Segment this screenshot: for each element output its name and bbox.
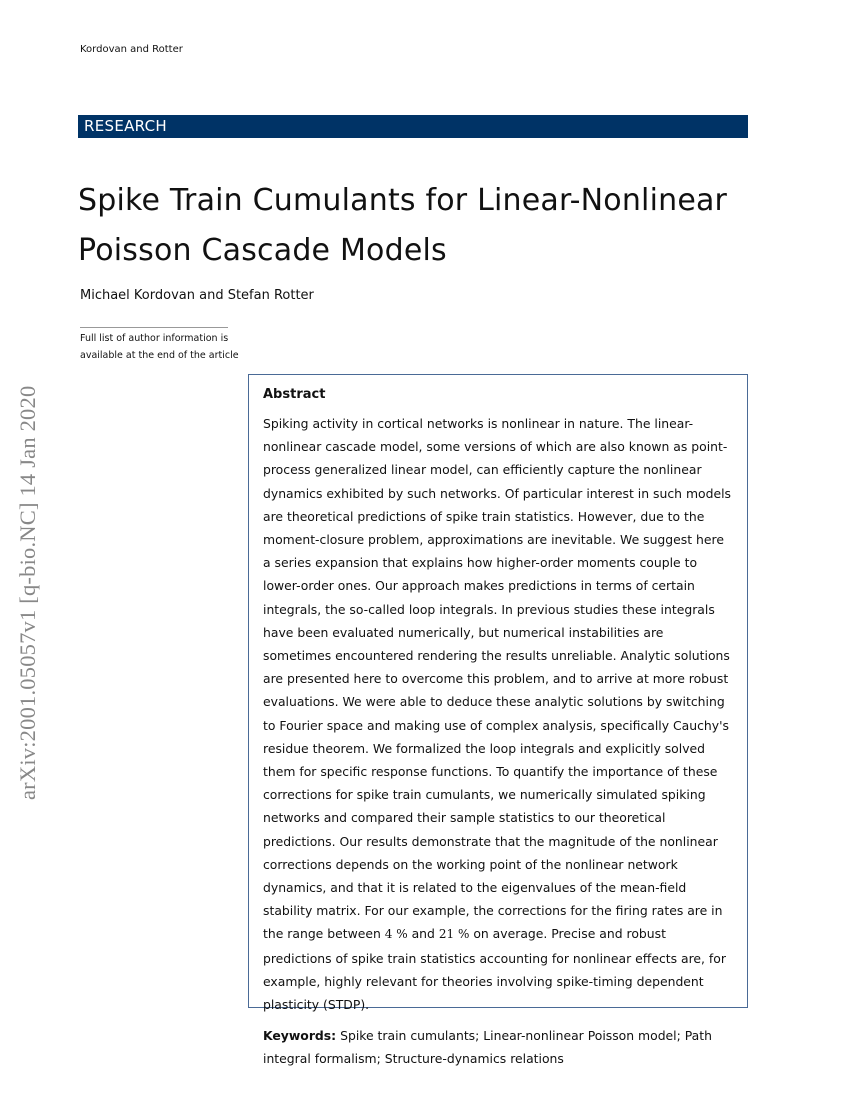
- abstract-text-part-1: Spiking activity in cortical networks is nonlinear in nature. The linear-nonlinear cascade model, some versions of which are also known as point-process generalized linear model, can efficiently capture the nonlinear dynamics exhibited by such networks. Of particular interest in such models are theoretical predictions of spike train statistics. However, due to the moment-closure problem, approximations are inevitable. We suggest here a series expansion that explains how higher-order moments couple to lower-order ones. Our approach makes predictions in terms of certain integrals, the so-called loop integrals. In previous studies these integrals have been evaluated numerically, but numerical instabilities are sometimes encountered rendering the results unreliable. Analytic solutions are presented here to overcome this problem, and to arrive at more robust evaluations. We were able to deduce these analytic solutions by switching to Fourier space and making use of complex analysis, specifically Cauchy's residue theorem. We formalized the loop integrals and explicitly solved them for specific response functions. To quantify the importance of these corrections for spike train cumulants, we numerically simulated spiking networks and compared their sample statistics to our theoretical predictions. Our results demonstrate that the magnitude of the nonlinear corrections depends on the working point of the nonlinear network dynamics, and that it is related to the eigenvalues of the mean-field stability matrix. For our example, the corrections for the firing rates are in the range between: [263, 416, 731, 942]
- running-head: Kordovan and Rotter: [80, 44, 183, 55]
- paper-title: Spike Train Cumulants for Linear-Nonlinear Poisson Cascade Models: [78, 183, 728, 268]
- keywords-label: Keywords:: [263, 1028, 337, 1044]
- section-banner: RESEARCH: [78, 115, 748, 138]
- abstract-box: [248, 374, 748, 1067]
- keywords-text: Spike train cumulants; Linear-nonlinear Poisson model; Path integral formalism; Structure-dynamics relations: [263, 1028, 712, 1067]
- abstract-text-conjunction: and: [411, 926, 435, 942]
- keywords: [263, 1024, 733, 1070]
- abstract-body: [263, 412, 733, 1016]
- firing-rate-correction-high: 21 %: [438, 927, 470, 942]
- affiliation-divider: [80, 327, 228, 328]
- abstract-text-part-2: on average. Precise and robust predictions of spike train statistics accounting for nonlinear effects are, for example, highly relevant for theories involving spike-timing dependent plasticity (STDP).: [263, 926, 726, 1013]
- abstract-heading: Abstract: [263, 387, 326, 402]
- arxiv-identifier-stamp[interactable]: arXiv:2001.05057v1 [q-bio.NC] 14 Jan 2020: [15, 385, 40, 800]
- firing-rate-correction-low: 4 %: [384, 927, 408, 942]
- author-list: Michael Kordovan and Stefan Rotter: [80, 288, 314, 303]
- affiliation-note: Full list of author information is available at the end of the article: [80, 333, 239, 361]
